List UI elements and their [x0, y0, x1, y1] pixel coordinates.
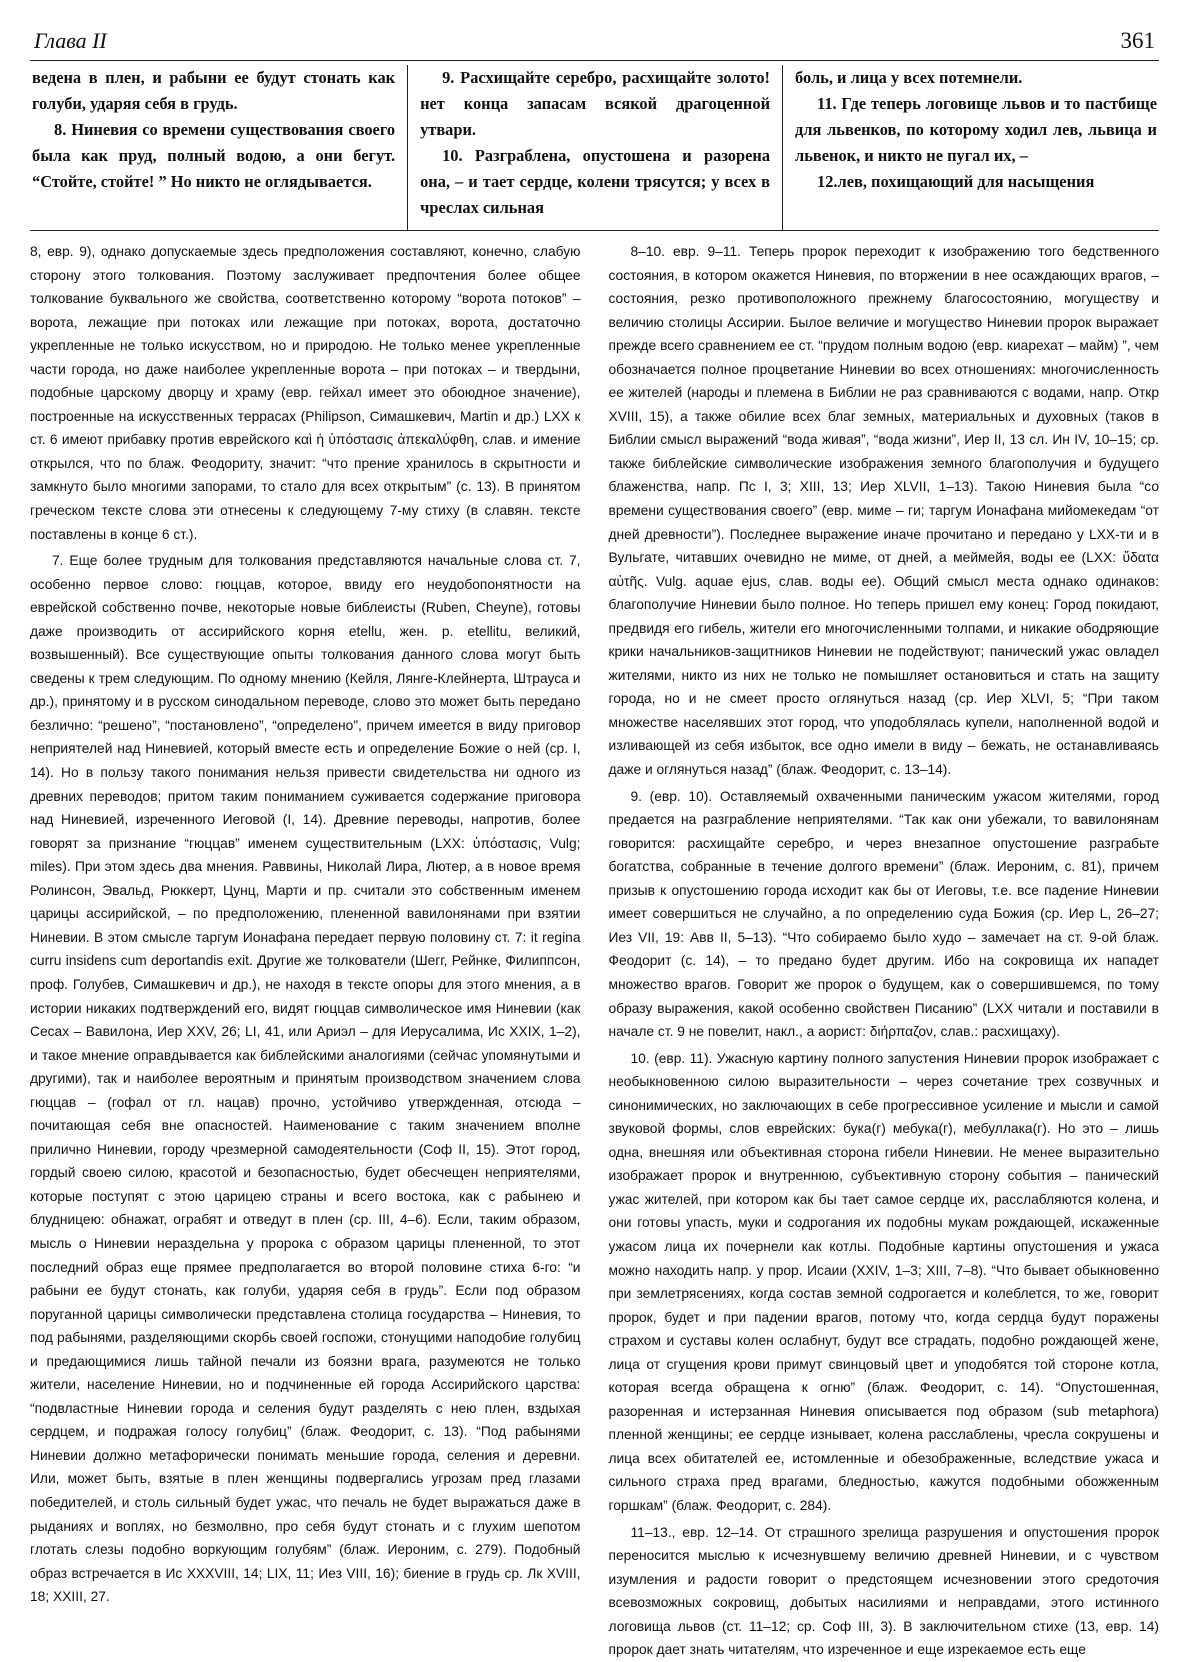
commentary-column-right — [608, 240, 1160, 1658]
commentary-paragraph: 7. Еще более трудным для толкования представляются начальные слова ст. 7, особенно первое слово: гюццав, которое, ввиду его неудобопонятности на еврейской собственно почве, некоторые новые библеисты (Ruben, Cheyne), готовы даже производить от ассирийского корня etellu, жен. р. etellitu, великий, возвышенный). Все существующие опыты толкования данного слова могут быть сведены к трем следующим. По одному мнению (Кейля, Лянге-Клейнерта, Штрауса и др.), принятому и в русском синодальном переводе, слово это может быть передано безлично: “решено”, “постановлено”, “определено”, причем имеется в виду приговор неприятелей над Ниневией, который вместе есть и определение Божие о ней (ср. I, 14). Но в пользу такого понимания нельзя привести свидетельства ни одного из древних переводов; притом таким пониманием суживается содержание приговора над Ниневией, изреченного Иеговой (I, 14). Древние переводы, напротив, более говорят за признание “гюццав” именем существительным (LXX: ὑπόστασις, Vulg; miles). При этом здесь два мнения. Раввины, Николай Лира, Лютер, а в новое время Ролинсон, Эвальд, Рюккерт, Цунц, Марти и пр. считали это собственным именем царицы ассирийской, – по предположению, плененной вавилонянами при взятии Ниневии. В этом смысле таргум Ионафана передает первую половину ст. 7: it regina curru insidens cum deportandis exit. Другие же толкователи (Шегг, Рейнке, Филиппсон, проф. Голубев, Симашкевич и др.), не находя в тексте опоры для этого мнения, а в истории никаких подтверждений его, видят гюццав символическое имя Ниневии (как Сесах – Вавилона, Иер XXV, 26; LI, 41, или Ариэл – для Иерусалима, Ис XXIX, 1–2), и такое мнение оправдывается как библейскими аналогиями (сейчас упомянутыми и другими), так и наиболее вероятным и принятым производством значением слова гюццав – (гофал от гл. нацав) прочно, устойчиво утвержденная, отсюда – почитающая себя вне опасностей. Наименование с таким значением вполне прилично Ниневии, городу чрезмерной самодеятельности (Соф II, 15). Этот город, гордый своею силою, красотой и безопасностью, будет обесчещен неприятелями, которые поступят с этою царицею страны и всего востока, как с рабынею и блудницею: обнажат, ограбят и отведут в плен (ср. III, 4–6). Если, таким образом, мысль о Ниневии нераздельна у пророка с образом царицы плененной, то этот последний образ еще прямее предполагается во второй половине стиха 6-го: “и рабыни ее будут стонать, как голуби, ударяя себя в грудь”. Если под образом поруганной царицы символически представлена столица государства – Ниневия, то под рабынями, разделяющими скорбь своей госпожи, стонущими наподобие голубиц и предающимися лишь тайной печали из боязни врага, разумеются не только жители, население Ниневии, но и подчиненные ей города Ассирийского царства: “подвластные Ниневии города и селения будут разделять с нею плен, вздыхая сердцем, и подражая голосу голубиц” (блаж. Феодорит, с. 13). “Под рабынями Ниневии должно метафорически понимать меньшие города, селения и деревни. Или, может быть, взятые в плен женщины подвергались угрозам пред глазами победителей, и столь сильный будет ужас, что печаль не будет выражаться даже в рыданиях и воплях, но безмолвно, про себя будут стонать и с глухим шепотом глотать слезы подобно воркующим голубям” (блаж. Иероним, с. 279). Подобный образ встречается в Ис XXXVIII, 14; LIX, 11; Иез VIII, 16); биение в грудь ср. Лк XVIII, 18; XXIII, 27. — [30, 553, 581, 1605]
commentary-paragraph: 11–13., евр. 12–14. От страшного зрелища разрушения и опустошения пророк переносится мыслью к исчезнувшему величию древней Ниневии, и с чувством изумления и радости говорит о предстоящем исчезновении этого средоточия всевозможных сокровищ, добытых насилиями и неправдами, этого истинного логовища львов (ст. 11–12; ср. Соф III, 3). В заключительном стихе (13, евр. 14) пророк дает знать читателям, что изреченное и еще изрекаемое есть еще — [608, 1524, 1159, 1658]
bible-verse: 8. Ниневия со времени существования своего была как пруд, полный водою, а они бегут. “Стойте, стойте! ” Но никто не оглядывается. — [32, 120, 396, 191]
bible-text-column-3 — [783, 65, 1159, 230]
commentary-paragraph: 8–10. евр. 9–11. Теперь пророк переходит к изображению того бедственного состояния, в котором окажется Ниневия, по вторжении в нее осаждающих врагов, – состояния, резко противоположного прежнему благосостоянию, могуществу и величию столицы Ассирии. Былое величие и могущество Ниневии пророк выражает прежде всего сравнением ее ст. “прудом полным водою (евр. киарехат – майм) ”, чем обозначается полное процветание Ниневии во всех отношениях: многочисленность ее жителей (народы и племена в Библии не раз сравниваются с водами, напр. Откр XVIII, 15), а также обилие всех благ земных, материальных и духовных (таков в Библии смысл выражений “вода живая”, “вода жизни”, Иер II, 13 сл. Ин IV, 10–15; ср. также библейские символические изображения земного благополучия и будущего блаженства, напр. Пс I, 3; XIII, 13; Иер XLVII, 1–13). Такою Ниневия была “со времени существования своего” (евр. миме – ги; таргум Ионафана мийомекедам “от дней древности”). Последнее выражение иначе прочитано и передано у LXX-ти и в Вульгате, читавших очевидно не миме, от дней, а меймейя, воды ее (LXX: ὕδατα αὐτῆς. Vulg. aquae ejus, слав. воды ее). Общий смысл места однако одинаков: благополучие Ниневии было полное. Но теперь пришел ему конец: Город покидают, предвидя его гибель, жители его многочисленными толпами, и никакие ободряющие крики начальников-защитников Ниневии не подействуют; панический ужас овладел жителями, никто из них не только не помышляет остановиться и стать на защиту города, но и не смеет просто оглянуться назад (ср. Иер XLVI, 5; “При таком множестве населявших этот город, что уподоблялась купели, наполненной водой и изливающей из себя избыток, все одно имели в виду – бежать, не останавливаясь даже и оглянуться назад” (блаж. Феодорит, с. 13–14). — [608, 244, 1159, 778]
commentary-column-left — [30, 240, 581, 1614]
bible-verse: боль, и лица у всех потемнели. — [795, 68, 1023, 87]
bible-verse: 11. Где теперь логовище львов и то пастбище для львенков, по которому ходил лев, львица и львенок, и никто не пугал их, – — [795, 94, 1157, 165]
bible-verse: 12.лев, похищающий для насыщения — [817, 172, 1095, 191]
bible-verse: ведена в плен, и рабыни ее будут стонать как голуби, ударяя себя в грудь. — [32, 68, 396, 113]
page-number: 361 — [1120, 28, 1155, 53]
commentary-paragraph: 8, евр. 9), однако допускаемые здесь предположения составляют, конечно, слабую сторону этого толкования. Поэтому заслуживает предпочтения более общее толкование буквального же свойства, соответственно которому “ворота потоков” – ворота, лежащие при потоках или лежащие при потоках, ворота, достаточно укрепленные не только искусством, но и природою. Не только менее укрепленные части города, но даже наиболее укрепленные ворота – при потоках – и твердыни, подобные царскому дворцу и храму (евр. гейхал имеет это обоюдное значение), построенные на искусственных террасах (Philipson, Симашкевич, Martin и др.) LXX к ст. 6 имеют прибавку против еврейского καὶ ἡ ὑπόστασις ἀπεκαλύφθη, слав. и имение открылся, что по блаж. Феодориту, значит: “что прение хранилось в скрытности и замкнуто было многими запорами, то стало для всех открытым” (с. 13). В принятом греческом тексте слова эти отнесены к следующему 7-му стиху (в славян. тексте поставлены в конце 6 ст.). — [30, 244, 581, 542]
commentary-paragraph: 9. (евр. 10). Оставляемый охваченными паническим ужасом жителями, город предается на разграбление неприятелями. “Так как они убежали, то вавилонянам говорится: расхищайте серебро, и через внезапное опустошение разграбьте богатства, собранные в течение долгого времени” (блаж. Иероним, с. 81), причем призыв к опустошению города исходит как бы от Иеговы, т.е. все падение Ниневии имеет совершиться не случайно, а по определению суда Божия (ср. Иер L, 26–27; Иез VII, 19: Авв II, 5–13). “Что собираемо было худо – замечает на ст. 9-ой блаж. Феодорит (с. 14), – то предано будет другим. Ибо на сокровища их нападет множество врагов. Говорит же пророк о будущем, как о совершившемся, по тому образу выражения, какой особенно свойствен Писанию” (LXX читали и поставили в начале ст. 9 не повелит, накл., а аорист: διήρπαζον, слав.: расхищаху). — [608, 788, 1159, 1040]
bible-verse: 10. Разграблена, опустошена и разорена она, – и тает сердце, колени трясутся; у всех в чреслах сильная — [420, 146, 771, 217]
commentary-paragraph: 10. (евр. 11). Ужасную картину полного запустения Ниневии пророк изображает с необыкновенною силою выразительности – через сочетание трех созвучных и синонимических, но заключающих в себе прогрессивное усиление и мысли и самой звуковой формы, слов еврейских: бука(г) мебука(г), мебуллака(г). Но это – лишь одна, внешняя или объективная сторона гибели Ниневии. Не менее выразительно изображает пророк и внутреннюю, субъективную сторону события – панический ужас жителей, при котором как бы тает самое сердце их, расслабляются колена, и они готовы упасть, муки и содрогания их подобны мукам рождающей, искаженные ужасом лица их почернели как котлы. Подобные картины опустошения и ужаса можно находить напр. у прор. Исаии (XXIV, 1–3; XIII, 7–8). “Что бывает обыкновенно при землетрясениях, когда состав земной содрогается и колеблется, то же, говорит пророк, будет и при падении врагов, потому что, когда сердца будут поражены страхом и суставы колен ослабнут, будут все страдать, подобно рождающей жене, лица от сгущения крови примут свинцовый цвет и уподобятся той стороне котла, которая всегда обращена к огню” (блаж. Феодорит, с. 14). “Опустошенная, разоренная и истерзанная Ниневия описывается под образом (sub metaphora) пленной женщины; ее сердце изнывает, колена расслаблены, чресла сокрушены и лица всех обитателей ее, истомленные и обезображенные, вследствие ужаса и сильного страха пред врагами, бледностью, кажутся подобными обожженным горшкам” (блаж. Феодорит, с. 284). — [608, 1050, 1159, 1513]
commentary-block — [30, 240, 1159, 1658]
bible-text-block — [30, 65, 1159, 231]
running-header — [30, 20, 1159, 61]
bible-text-column-2 — [407, 65, 783, 230]
bible-text-column-1 — [30, 65, 407, 230]
bible-verse: 9. Расхищайте серебро, расхищайте золото! нет конца запасам всякой драгоценной утвари. — [420, 68, 771, 139]
chapter-title: Глава II — [34, 28, 107, 53]
